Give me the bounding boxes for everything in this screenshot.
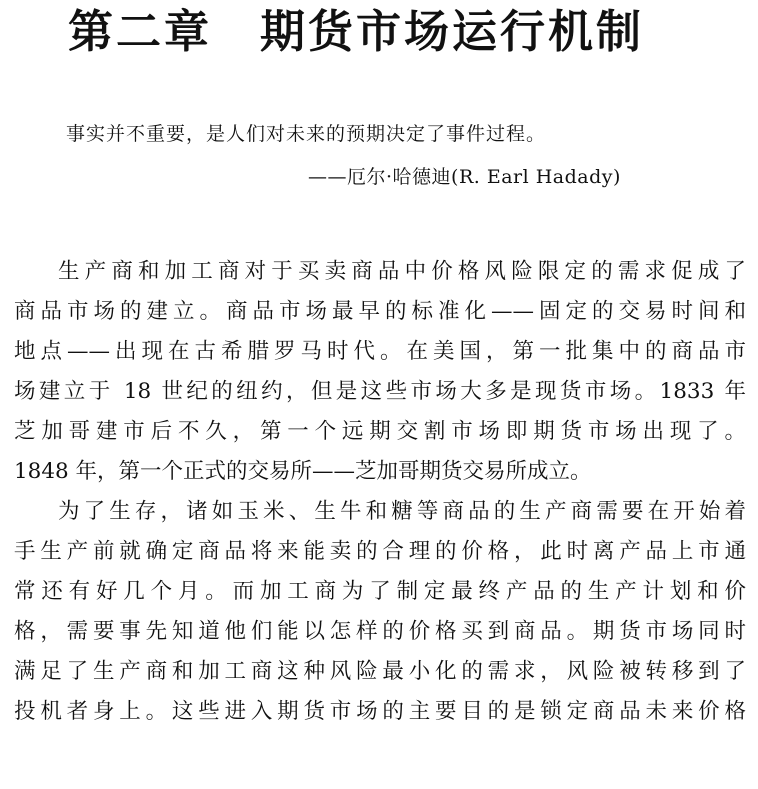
- paragraph-2-line-1: 为了生存，诸如玉米、生牛和糖等商品的生产商需要在开始着: [58, 499, 746, 524]
- paragraph-1-line-2: 商品市场的建立。商品市场最早的标准化——固定的交易时间和: [14, 299, 746, 324]
- paragraph-1-line-4: 场建立于 18 世纪的纽约，但是这些市场大多是现货市场。1833 年: [14, 379, 746, 404]
- paragraph-1-line-6: 1848 年，第一个正式的交易所——芝加哥期货交易所成立。: [14, 459, 592, 484]
- paragraph-2-line-4: 格，需要事先知道他们能以怎样的价格买到商品。期货市场同时: [14, 619, 746, 644]
- body-text: [14, 252, 746, 732]
- epigraph-attribution: ——厄尔·哈德迪(R. Earl Hadady): [308, 166, 621, 188]
- paragraph-2-line-5: 满足了生产商和加工商这种风险最小化的需求，风险被转移到了: [14, 659, 746, 684]
- chapter-title: 第二章 期货市场运行机制: [68, 5, 645, 58]
- epigraph-quote: 事实并不重要，是人们对未来的预期决定了事件过程。: [66, 123, 547, 145]
- paragraph-1-line-5: 芝加哥建市后不久，第一个远期交割市场即期货市场出现了。: [14, 419, 746, 444]
- paragraph-2-line-2: 手生产前就确定商品将来能卖的合理的价格，此时离产品上市通: [14, 539, 746, 564]
- paragraph-1-line-3: 地点——出现在古希腊罗马时代。在美国，第一批集中的商品市: [14, 339, 746, 364]
- paragraph-2-line-3: 常还有好几个月。而加工商为了制定最终产品的生产计划和价: [14, 579, 746, 604]
- paragraph-2-line-6: 投机者身上。这些进入期货市场的主要目的是锁定商品未来价格: [14, 699, 746, 724]
- paragraph-1-line-1: 生产商和加工商对于买卖商品中价格风险限定的需求促成了: [58, 259, 746, 284]
